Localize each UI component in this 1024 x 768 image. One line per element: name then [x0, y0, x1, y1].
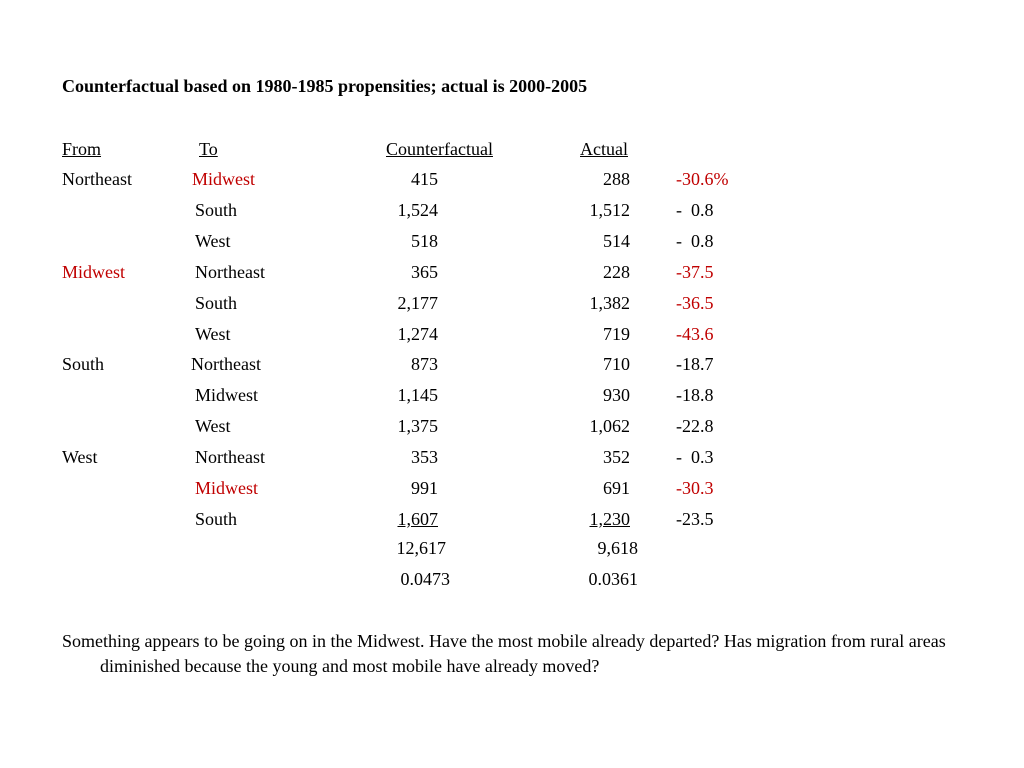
row-counterfactual: 873: [411, 354, 438, 374]
row-actual: 1,062: [589, 416, 630, 436]
row-to: West: [195, 416, 231, 436]
row-to: South: [195, 200, 238, 220]
row-counterfactual: 353: [411, 447, 438, 467]
row-percent-change: -23.5: [676, 509, 714, 529]
rate-counterfactual: 0.0473: [400, 569, 450, 589]
row-percent-change: -43.6: [676, 324, 714, 344]
total-actual: 9,618: [597, 538, 638, 558]
header-counterfactual: Counterfactual: [386, 139, 493, 159]
slide-title: Counterfactual based on 1980-1985 propensities; actual is 2000-2005: [62, 76, 588, 96]
row-actual: 1,382: [589, 293, 630, 313]
row-counterfactual: 2,177: [397, 293, 438, 313]
row-counterfactual: 415: [411, 169, 438, 189]
row-actual: 288: [603, 169, 630, 189]
row-to: Northeast: [191, 354, 261, 374]
total-counterfactual: 12,617: [396, 538, 446, 558]
row-percent-change: -18.7: [676, 354, 714, 374]
row-actual: 1,512: [589, 200, 630, 220]
row-percent-change: - 0.8: [676, 200, 714, 220]
row-actual: 228: [603, 262, 630, 282]
rate-actual: 0.0361: [588, 569, 638, 589]
row-percent-change: -22.8: [676, 416, 714, 436]
row-counterfactual: 365: [411, 262, 438, 282]
row-from: Northeast: [62, 169, 132, 189]
row-to: Northeast: [195, 262, 265, 282]
row-to: Midwest: [195, 478, 258, 498]
row-actual: 691: [603, 478, 630, 498]
row-actual: 514: [603, 231, 630, 251]
row-from: South: [62, 354, 105, 374]
row-from: Midwest: [62, 262, 125, 282]
row-percent-change: -37.5: [676, 262, 714, 282]
row-counterfactual: 1,524: [397, 200, 438, 220]
row-to: South: [195, 293, 238, 313]
row-counterfactual: 1,274: [397, 324, 438, 344]
row-percent-change: - 0.3: [676, 447, 714, 467]
header-actual: Actual: [580, 139, 628, 159]
header-to: To: [199, 139, 218, 159]
row-percent-change: -36.5: [676, 293, 714, 313]
row-actual: 930: [603, 385, 630, 405]
row-actual: 352: [603, 447, 630, 467]
row-actual: 1,230: [589, 509, 630, 529]
row-to: Midwest: [192, 169, 255, 189]
row-counterfactual: 1,375: [397, 416, 438, 436]
row-counterfactual: 518: [411, 231, 438, 251]
conclusion-note: Something appears to be going on in the Midwest. Have the most mobile already departed? Has migration from rural areas diminished because the young and most mobile have already moved?: [62, 631, 946, 676]
row-counterfactual: 1,145: [397, 385, 438, 405]
row-to: West: [195, 231, 231, 251]
row-actual: 719: [603, 324, 630, 344]
row-counterfactual: 991: [411, 478, 438, 498]
row-to: South: [195, 509, 238, 529]
header-from: From: [62, 139, 102, 159]
row-to: West: [195, 324, 231, 344]
row-actual: 710: [603, 354, 630, 374]
row-percent-change: -30.6%: [676, 169, 729, 189]
row-percent-change: -18.8: [676, 385, 714, 405]
row-from: West: [62, 447, 98, 467]
row-to: Northeast: [195, 447, 265, 467]
row-counterfactual: 1,607: [397, 509, 438, 529]
row-percent-change: -30.3: [676, 478, 714, 498]
row-to: Midwest: [195, 385, 258, 405]
row-percent-change: - 0.8: [676, 231, 714, 251]
